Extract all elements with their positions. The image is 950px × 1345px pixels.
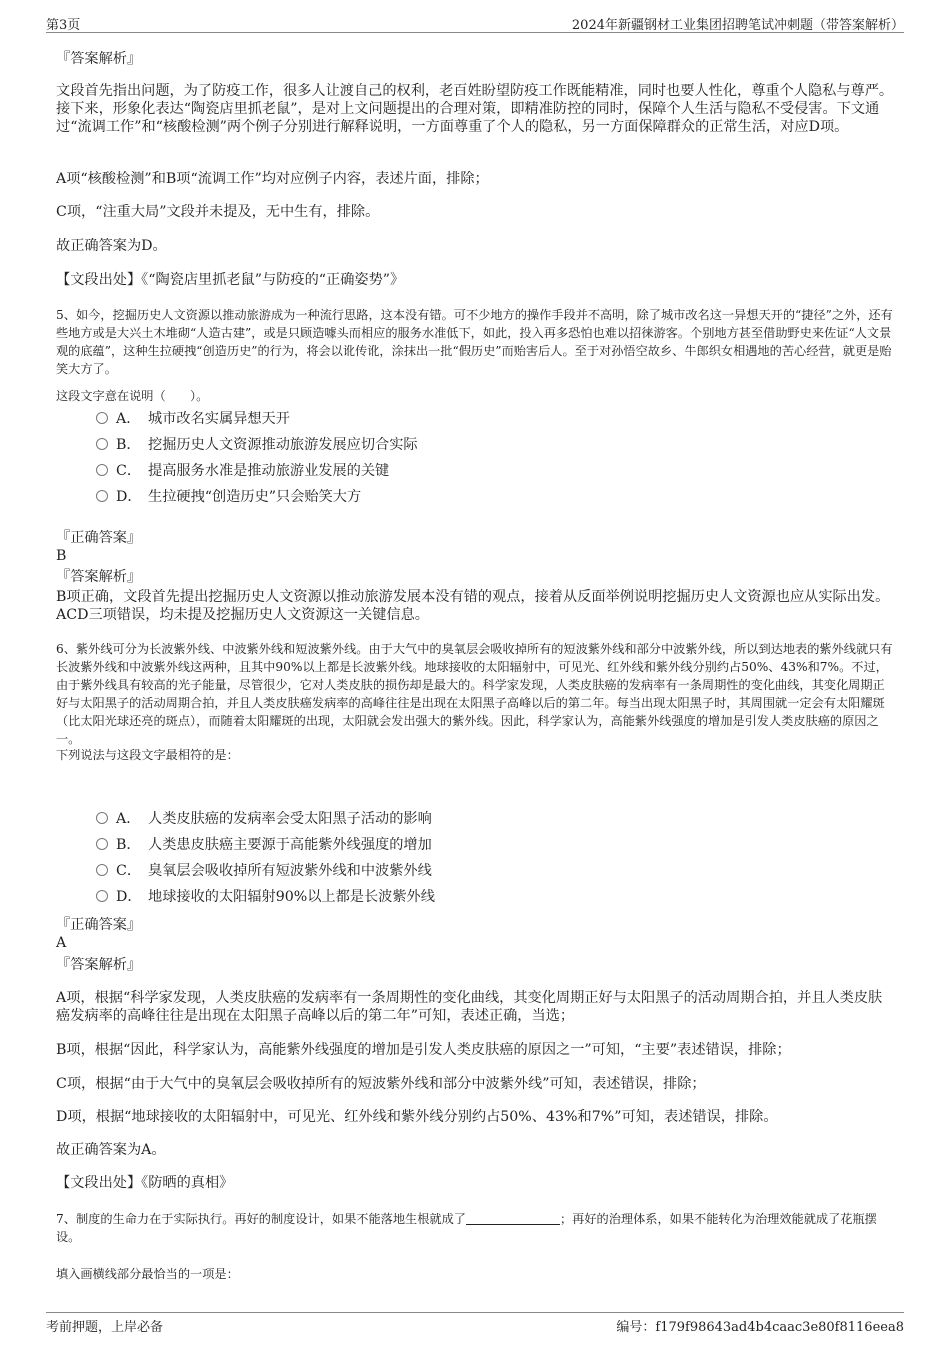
page-number: 第3页 (46, 18, 81, 33)
radio-icon[interactable] (96, 864, 108, 876)
page-footer (46, 1312, 904, 1335)
answer-title: 『正确答案』 (56, 917, 142, 933)
radio-icon[interactable] (96, 464, 108, 476)
question-stem: 6、紫外线可分为长波紫外线、中波紫外线和短波紫外线。由于大气中的臭氧层会吸收掉所有的短波紫外线和部分中波紫外线，所以到达地表的紫外线就只有长波紫外线和中波紫外线这两种，且其中90%以上都是长波紫外线。地球接收的太阳辐射中，可见光、红外线和紫外线分别约占50%、43%和7%。不过，由于紫外线具有较高的光子能量，尽管很少，它对人类皮肤的损伤却是最大的。科学家发现，人类皮肤癌的发病率有一条周期性的变化曲线，其变化周期正好与太阳黑子的活动周期合拍，并且人类皮肤癌发病率的高峰往往是出现在太阳黑子高峰以后的第二年。每当出现太阳黑子时，其周围就一定会有太阳耀斑（比太阳光球还亮的斑点），而随着太阳耀斑的出现，太阳就会发出强大的紫外线。因此，科学家认为，高能紫外线强度的增加是引发人类皮肤癌的原因之一。 (56, 642, 893, 746)
question-prompt: 这段文字意在说明（ ）。 (56, 389, 209, 403)
analysis-paragraph: C项，“注重大局”文段并未提及，无中生有，排除。 (56, 204, 380, 220)
option-c[interactable]: C． 臭氧层会吸收掉所有短波紫外线和中波紫外线 (96, 862, 432, 880)
analysis-paragraph: B项正确，文段首先提出挖掘历史人文资源以推动旅游发展本没有错的观点，接着从反面举例说明挖掘历史人文资源也应从实际出发。ACD三项错误，均未提及挖掘历史人文资源这一关键信息。 (56, 589, 890, 623)
radio-icon[interactable] (96, 490, 108, 502)
page-header (46, 12, 904, 33)
source-citation: 【文段出处】《防晒的真相》 (56, 1175, 234, 1191)
question-stem: 7、制度的生命力在于实际执行。再好的制度设计，如果不能落地生根就成了 ；再好的治理体系，如果不能转化为治理效能就成了花瓶摆设。 (56, 1212, 877, 1244)
analysis-conclusion: 故正确答案为D。 (56, 238, 167, 254)
analysis-title: 『答案解析』 (56, 957, 142, 973)
analysis-title: 『答案解析』 (56, 569, 142, 585)
option-a[interactable]: A． 人类皮肤癌的发病率会受太阳黑子活动的影响 (96, 810, 432, 828)
option-b[interactable]: B． 人类患皮肤癌主要源于高能紫外线强度的增加 (96, 836, 432, 854)
answer-value: B (56, 548, 67, 564)
analysis-paragraph: D项，根据“地球接收的太阳辐射中，可见光、红外线和紫外线分别约占50%、43%和7%”可知，表述错误，排除。 (56, 1109, 778, 1125)
radio-icon[interactable] (96, 438, 108, 450)
answer-value: A (56, 935, 67, 951)
source-citation: 【文段出处】《“陶瓷店里抓老鼠”与防疫的“正确姿势”》 (56, 272, 405, 288)
analysis-paragraph: A项“核酸检测”和B项“流调工作”均对应例子内容，表述片面，排除； (56, 171, 489, 187)
radio-icon[interactable] (96, 812, 108, 824)
fill-blank (466, 1212, 560, 1225)
option-c[interactable]: C． 提高服务水准是推动旅游业发展的关键 (96, 462, 389, 480)
question-prompt: 填入画横线部分最恰当的一项是： (56, 1267, 239, 1281)
radio-icon[interactable] (96, 838, 108, 850)
option-a[interactable]: A． 城市改名实属异想天开 (96, 410, 290, 428)
document-id: 编号：f179f98643ad4b4caac3e80f8116eea8 (616, 1320, 904, 1335)
option-d[interactable]: D． 地球接收的太阳辐射90%以上都是长波紫外线 (96, 888, 435, 906)
answer-title: 『正确答案』 (56, 530, 142, 546)
radio-icon[interactable] (96, 412, 108, 424)
analysis-paragraph: B项，根据“因此，科学家认为，高能紫外线强度的增加是引发人类皮肤癌的原因之一”可知，“主要”表述错误，排除； (56, 1042, 791, 1058)
analysis-conclusion: 故正确答案为A。 (56, 1142, 166, 1158)
option-d[interactable]: D． 生拉硬拽“创造历史”只会贻笑大方 (96, 488, 361, 506)
radio-icon[interactable] (96, 890, 108, 902)
document-title: 2024年新疆钢材工业集团招聘笔试冲刺题（带答案解析） (571, 18, 904, 33)
question-stem: 5、如今，挖掘历史人文资源以推动旅游成为一种流行思路，这本没有错。可不少地方的操作手段并不高明，除了城市改名这一异想天开的“捷径”之外，还有些地方或是大兴土木堆砌“人造古建”，或是只顾造噱头而相应的服务水准低下，如此，投入再多恐怕也难以招徕游客。个别地方甚至借助野史来佐证“人文景观的底蕴”，这种生拉硬拽“创造历史”的行为，将会以讹传讹，涂抹出一批“假历史”而贻害后人。至于对孙悟空故乡、牛郎织女相遇地的苦心经营，就更是贻笑大方了。 (56, 308, 893, 376)
analysis-paragraph: A项，根据“科学家发现，人类皮肤癌的发病率有一条周期性的变化曲线，其变化周期正好与太阳黑子的活动周期合拍，并且人类皮肤癌发病率的高峰往往是出现在太阳黑子高峰以后的第二年”可知，表述正确，当选； (56, 990, 883, 1024)
question-prompt: 下列说法与这段文字最相符的是： (56, 748, 239, 762)
analysis-paragraph: C项，根据“由于大气中的臭氧层会吸收掉所有的短波紫外线和部分中波紫外线”可知，表述错误，排除； (56, 1076, 706, 1092)
option-b[interactable]: B． 挖掘历史人文资源推动旅游发展应切合实际 (96, 436, 418, 454)
footer-slogan: 考前押题，上岸必备 (46, 1320, 164, 1335)
analysis-paragraph: 文段首先指出问题，为了防疫工作，很多人让渡自己的权利，老百姓盼望防疫工作既能精准，同时也要人性化，尊重个人隐私与尊严。接下来，形象化表达“陶瓷店里抓老鼠”，是对上文问题提出的合理对策，即精准防控的同时，保障个人生活与隐私不受侵害。下文通过“流调工作”和“核酸检测”两个例子分别进行解释说明，一方面尊重了个人的隐私，另一方面保障群众的正常生活，对应D项。 (56, 83, 894, 135)
analysis-title: 『答案解析』 (56, 51, 142, 67)
